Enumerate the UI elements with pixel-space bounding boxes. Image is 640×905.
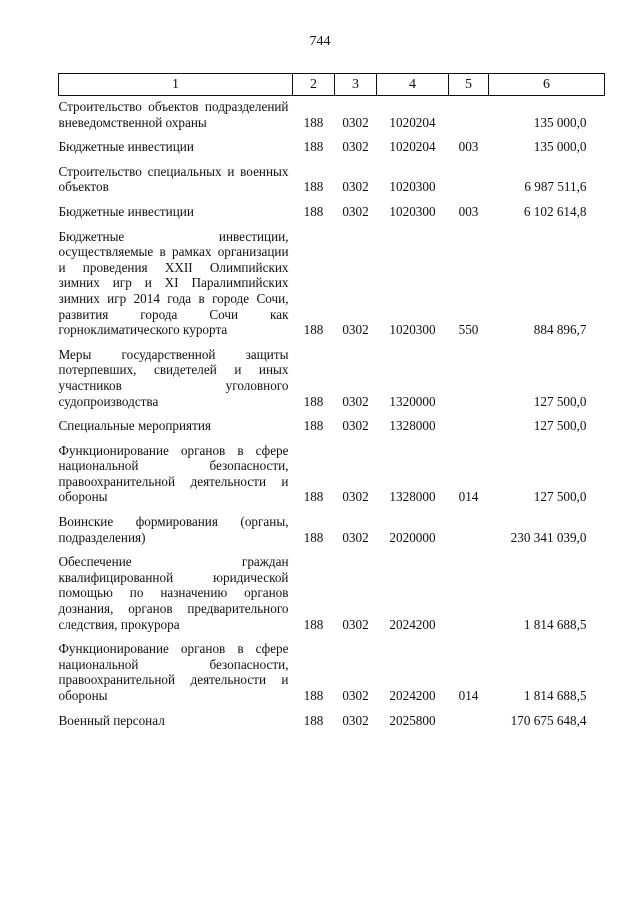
row-col-4: 1020300: [389, 203, 436, 219]
row-col-3: 0302: [342, 688, 369, 703]
row-col-2: 188: [303, 114, 324, 130]
row-col-2: 188: [303, 203, 324, 219]
row-col-2: 188: [303, 489, 324, 505]
row-col-3: 0302: [342, 712, 369, 728]
row-amount: 1 814 688,5: [523, 616, 587, 632]
row-amount: 6 102 614,8: [523, 203, 587, 219]
header-col-6: 6: [489, 74, 605, 96]
row-name: Бюджетные инвестиции: [58, 139, 194, 155]
table-row: [59, 223, 605, 341]
budget-table: [58, 73, 605, 731]
row-col-3: 0302: [342, 489, 369, 505]
row-col-2: 188: [303, 139, 324, 155]
row-col-4: 1020204: [389, 139, 436, 155]
row-col-5: 003: [458, 203, 479, 219]
row-col-2: 188: [303, 322, 324, 338]
row-col-5: 014: [458, 489, 479, 505]
table-body: [59, 96, 605, 732]
row-col-2: 188: [303, 418, 324, 434]
row-col-2: 188: [303, 393, 324, 409]
row-col-2: 188: [303, 529, 324, 545]
row-col-4: 2025800: [389, 712, 436, 728]
table-row: [59, 508, 605, 548]
row-col-5: [449, 158, 489, 198]
row-col-5: 550: [458, 322, 479, 338]
row-col-3: 0302: [342, 139, 369, 155]
header-col-3: 3: [335, 74, 377, 96]
row-col-3: 0302: [342, 418, 369, 434]
page-number: 744: [309, 34, 331, 49]
row-col-4: 2024200: [389, 616, 436, 632]
row-amount: 135 000,0: [533, 139, 587, 155]
row-col-3: 0302: [342, 393, 369, 409]
row-col-3: 0302: [342, 616, 369, 632]
table-row: [59, 341, 605, 412]
table-row: [59, 635, 605, 706]
row-name: Специальные мероприятия: [58, 418, 211, 434]
row-name: Функционирование органов в сфере национальной безопасности, правоохранительной деятельности и обороны: [58, 641, 289, 703]
row-name: Обеспечение граждан квалифицированной юридической помощью по назначению органов дознания, органов предварительного следствия, прокурора: [58, 554, 289, 632]
row-col-5: [449, 96, 489, 134]
row-col-4: 1328000: [389, 489, 436, 505]
row-amount: 230 341 039,0: [510, 529, 587, 545]
header-col-5: 5: [449, 74, 489, 96]
row-amount: 884 896,7: [533, 322, 587, 338]
row-name: Бюджетные инвестиции: [58, 203, 194, 219]
row-amount: 127 500,0: [533, 393, 587, 409]
row-col-4: 2020000: [389, 529, 436, 545]
header-col-4: 4: [377, 74, 449, 96]
header-row: [59, 74, 605, 96]
row-name: Воинские формирования (органы, подразделения): [58, 514, 289, 545]
row-col-5: 014: [458, 688, 479, 703]
table-row: [59, 96, 605, 134]
row-col-3: 0302: [342, 322, 369, 338]
row-col-5: [449, 341, 489, 412]
row-amount: 170 675 648,4: [510, 712, 587, 728]
row-col-5: [449, 508, 489, 548]
row-col-3: 0302: [342, 203, 369, 219]
table-row: [59, 198, 605, 223]
table-row: [59, 158, 605, 198]
row-name: Меры государственной защиты потерпевших, свидетелей и иных участников уголовного судопроизводства: [58, 346, 289, 409]
row-name: Военный персонал: [58, 712, 165, 728]
row-name: Бюджетные инвестиции, осуществляемые в рамках организации и проведения XXII Олимпийских зимних игр и XI Паралимпийских зимних игр 2014 года в городе Сочи, развития города Сочи как горноклиматического курорта: [58, 228, 289, 338]
table-row: [59, 548, 605, 635]
table-row: [59, 707, 605, 732]
row-col-2: 188: [303, 179, 324, 195]
table-row: [59, 133, 605, 158]
table-row: [59, 412, 605, 437]
row-amount: 127 500,0: [533, 418, 587, 434]
row-col-4: 2024200: [389, 688, 436, 703]
row-col-2: 188: [303, 712, 324, 728]
row-col-4: 1020300: [389, 322, 436, 338]
row-col-3: 0302: [342, 529, 369, 545]
row-name: Строительство специальных и военных объектов: [58, 163, 289, 195]
row-col-3: 0302: [342, 114, 369, 130]
row-col-5: [449, 412, 489, 437]
row-col-4: 1020204: [389, 114, 436, 130]
row-amount: 127 500,0: [533, 489, 587, 505]
row-name: Строительство объектов подразделений вневедомственной охраны: [58, 99, 289, 130]
row-col-2: 188: [303, 616, 324, 632]
row-col-4: 1328000: [389, 418, 436, 434]
row-col-5: [449, 707, 489, 732]
row-amount: 6 987 511,6: [524, 179, 587, 195]
row-col-2: 188: [303, 688, 324, 703]
header-col-1: 1: [59, 74, 293, 96]
row-col-4: 1320000: [389, 393, 436, 409]
row-amount: 135 000,0: [533, 114, 587, 130]
table-row: [59, 437, 605, 508]
row-col-5: [449, 548, 489, 635]
row-col-4: 1020300: [389, 179, 436, 195]
row-name: Функционирование органов в сфере национальной безопасности, правоохранительной деятельности и обороны: [58, 442, 289, 505]
row-amount: 1 814 688,5: [523, 688, 587, 703]
row-col-3: 0302: [342, 179, 369, 195]
header-col-2: 2: [293, 74, 335, 96]
row-col-5: 003: [458, 139, 479, 155]
